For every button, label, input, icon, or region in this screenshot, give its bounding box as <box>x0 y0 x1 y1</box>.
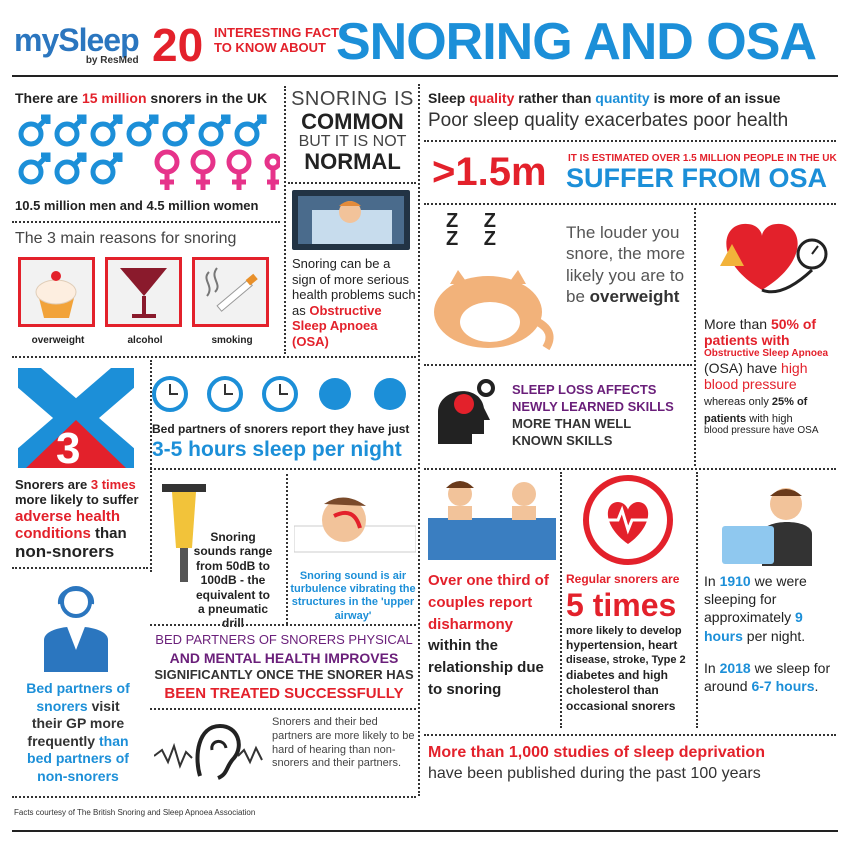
header-subtitle <box>214 26 348 56</box>
cupcake-icon <box>21 260 92 324</box>
cocktail-icon <box>108 260 179 324</box>
couple-bed-icon <box>428 474 556 560</box>
reason-overweight: overweight <box>31 335 85 346</box>
airway-icon <box>294 476 416 562</box>
airway-illustration <box>294 476 416 567</box>
reason-alcohol: alcohol <box>127 335 163 346</box>
male-icon <box>165 117 192 144</box>
osa-headline: SUFFER FROM OSA <box>566 163 827 193</box>
snorers-line: There are 15 million snorers in the UK <box>15 90 268 106</box>
clocks-row <box>150 368 416 418</box>
gender-icons-svg <box>15 110 280 192</box>
serious-text: Snoring can be a sign of more serious health problems such as Obstructive Sleep Apnoea (OSA) <box>292 256 416 349</box>
skills-l4: KNOWN SKILLS <box>512 432 613 448</box>
five-t6: cholesterol than <box>566 683 659 698</box>
male-icon <box>57 155 84 182</box>
brain-illustration <box>428 374 500 459</box>
cigarette-icon <box>195 260 266 324</box>
man-laptop-icon <box>712 474 832 566</box>
five-big: 5 times <box>566 586 677 623</box>
five-t4: disease, stroke, Type 2 <box>566 654 686 667</box>
gender-icons <box>15 110 280 197</box>
sleeper-illustration <box>292 190 410 250</box>
footer-credit: Facts courtesy of The British Snoring and Sleep Apnoea Association <box>14 808 256 817</box>
partners-sleep-big: 3-5 hours sleep per night <box>152 438 402 461</box>
common-l2: COMMON <box>301 109 404 134</box>
studies-l2: have been published during the past 100 years <box>428 765 761 782</box>
female-icon <box>193 152 213 190</box>
alarm-clocks-icon <box>150 368 416 418</box>
female-icon <box>267 156 279 190</box>
airway-text: Snoring sound is air turbulence vibrating the structures in the 'upper airway' <box>290 570 416 622</box>
three-number: 3 <box>56 424 81 473</box>
heartbeat-illustration <box>582 474 674 571</box>
heart-pressure-icon <box>702 210 832 300</box>
skills-l2: NEWLY LEARNED SKILLS <box>512 398 674 414</box>
reasons-title: The 3 main reasons for snoring <box>15 230 237 247</box>
skills-l3: MORE THAN WELL <box>512 415 632 431</box>
osa-big: >1.5m <box>432 150 547 194</box>
years-text <box>704 572 834 695</box>
skills-text <box>512 382 674 450</box>
doctor-icon <box>40 580 112 672</box>
brand-sub: by ResMed <box>85 55 139 66</box>
couples-text: Over one third of couples report disharmony within the relationship due to snoring <box>428 572 549 698</box>
smoking-box <box>192 257 269 327</box>
male-icon <box>201 117 228 144</box>
health-l3: SIGNIFICANTLY ONCE THE SNORER HAS <box>154 667 414 683</box>
brand-name: mySleep <box>14 22 139 58</box>
common-l4: NORMAL <box>304 149 401 174</box>
five-text <box>566 572 694 715</box>
clock-icon <box>154 378 186 410</box>
laptop-man-illustration <box>712 474 832 571</box>
health-l2: AND MENTAL HEALTH IMPROVES <box>169 649 399 666</box>
five-t7: occasional snorers <box>566 698 676 713</box>
quality-line1: Sleep quality rather than quantity is more of an issue <box>428 90 781 106</box>
five-t5: diabetes and high <box>566 667 669 682</box>
female-icon <box>157 152 177 190</box>
zzz-text: Z Z Z Z <box>446 210 496 250</box>
skills-l1: SLEEP LOSS AFFECTS <box>512 382 657 397</box>
studies-l1: More than 1,000 studies of sleep deprivation <box>428 744 765 761</box>
health-text <box>152 632 416 703</box>
heartbeat-icon <box>582 474 674 566</box>
male-icon <box>21 117 48 144</box>
health-l4: BEEN TREATED SUCCESSFULLY <box>164 684 404 702</box>
three-badge <box>18 368 134 473</box>
doctor-illustration <box>40 580 112 677</box>
male-icon <box>93 155 120 182</box>
health-l1: BED PARTNERS OF SNORERS PHYSICAL <box>155 632 413 647</box>
clock-icon <box>319 378 351 410</box>
common-l1: SNORING IS <box>291 88 414 110</box>
male-icon <box>93 117 120 144</box>
years-2018: In 2018 we sleep for around 6-7 hours. <box>704 659 831 694</box>
snorers-breakdown: 10.5 million men and 4.5 million women <box>15 198 259 213</box>
reason-smoking: smoking <box>211 335 253 346</box>
male-icon <box>21 155 48 182</box>
five-t1: Regular snorers are <box>566 572 680 586</box>
header-subtitle-2: TO KNOW ABOUT <box>214 39 326 55</box>
bp-text: More than 50% of patients with Obstructive Sleep Apnoea (OSA) have high blood pressure whereas only 25% of patients with high blood pressure have OSA <box>704 316 829 437</box>
head-gears-icon <box>428 374 500 454</box>
brand-logo <box>14 22 139 66</box>
louder-text: The louder you snore, the more likely you are to be overweight <box>566 223 686 306</box>
clock-icon <box>264 378 296 410</box>
sleeper-icon <box>292 190 410 250</box>
common-block <box>290 88 415 175</box>
alcohol-box <box>105 257 182 327</box>
ear-illustration <box>154 716 266 791</box>
heart-illustration <box>702 210 832 305</box>
five-t2: more likely to develop <box>566 624 682 637</box>
male-icon <box>237 117 264 144</box>
clock-icon <box>209 378 241 410</box>
male-icon <box>129 117 156 144</box>
cat-illustration <box>428 262 558 357</box>
header-subtitle-1: INTERESTING FACTS <box>214 25 348 40</box>
times3-text: Snorers are 3 times more likely to suffer adverse health conditions than non-snorers <box>15 477 139 562</box>
hearing-text: Snorers and their bed partners are more likely to be hard of hearing than non-snorers and their partners. <box>272 716 415 770</box>
years-1910: In 1910 we were sleeping for approximately 9 hours per night. <box>704 573 807 644</box>
common-l3: BUT IT IS NOT <box>298 133 407 150</box>
gp-text: Bed partners of snorers visit their GP more frequently than bed partners of non-snorers <box>26 680 130 784</box>
clock-icon <box>374 378 406 410</box>
male-icon <box>57 117 84 144</box>
overweight-box <box>18 257 95 327</box>
couple-illustration <box>428 474 556 565</box>
female-icon <box>229 152 249 190</box>
partners-sleep-text: Bed partners of snorers report they have just <box>152 422 410 436</box>
ear-icon <box>154 716 266 786</box>
five-t3: hypertension, heart <box>566 637 678 652</box>
quality-line2: Poor sleep quality exacerbates poor health <box>428 110 789 131</box>
osa-small: IT IS ESTIMATED OVER 1.5 MILLION PEOPLE IN THE UK <box>568 153 837 164</box>
cat-icon <box>428 262 558 352</box>
drill-text: Snoring sounds range from 50dB to 100dB - the equivalent to a pneumatic drill <box>193 530 273 631</box>
header-number: 20 <box>152 19 204 71</box>
page-title: SNORING AND OSA <box>336 13 816 71</box>
